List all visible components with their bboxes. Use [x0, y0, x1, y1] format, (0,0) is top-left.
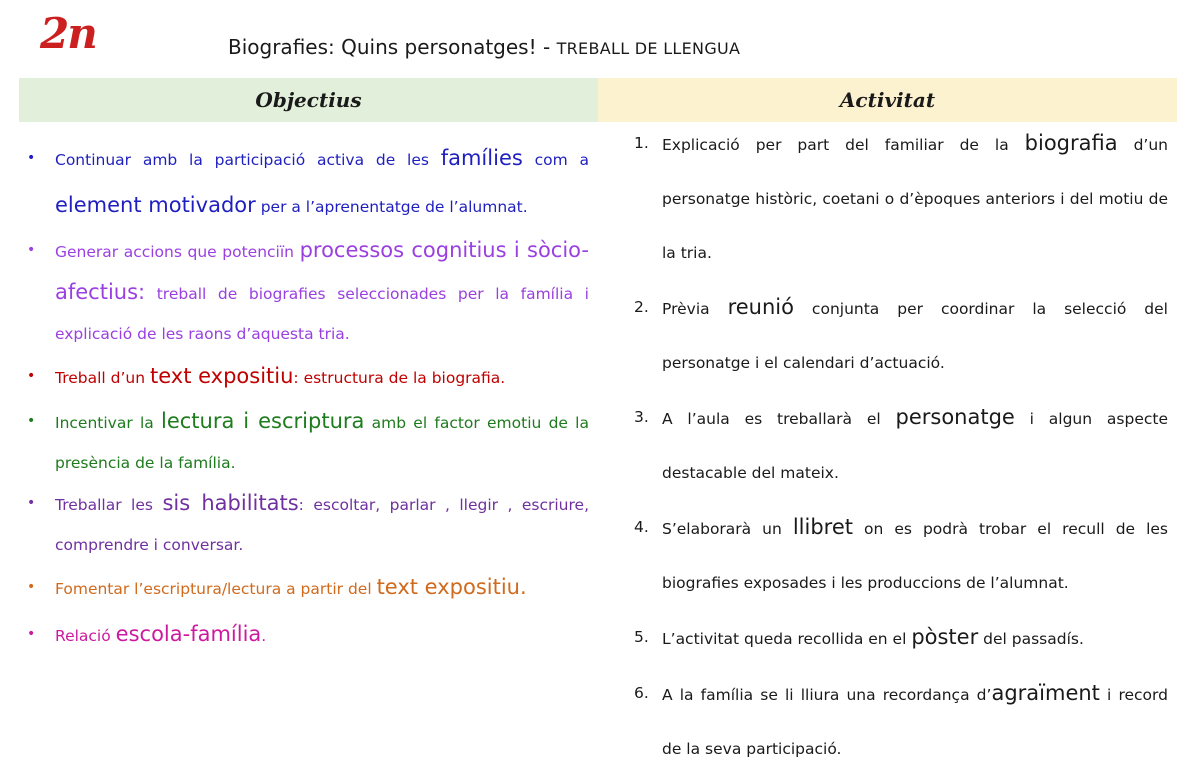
item-text: on es podrà trobar el recull de les biografies exposades i les produccions de l’alumnat. [662, 520, 1168, 592]
highlight-text: escola-família [115, 622, 262, 646]
bullet-icon: • [27, 150, 36, 166]
activitat-item [630, 280, 1168, 390]
highlight-text: element motivador [55, 193, 256, 217]
page-title [228, 34, 740, 62]
highlight-text: biografia [1024, 131, 1118, 155]
item-text: Explicació per part del familiar de la [662, 136, 1025, 154]
item-text: i record de la seva participació. [662, 686, 1168, 758]
highlight-text: personatge [895, 405, 1015, 429]
title-separator: - [536, 35, 557, 59]
item-number: 6. [634, 684, 649, 702]
objectiu-item [27, 565, 589, 612]
highlight-text: agraïment [991, 681, 1100, 705]
bullet-icon: • [27, 495, 36, 511]
title-main: Biografies: Quins personatges! [228, 35, 537, 59]
item-text: del passadís. [978, 630, 1084, 648]
objectiu-item [27, 136, 589, 230]
item-text: L’activitat queda recollida en el [662, 630, 912, 648]
item-text: i algun aspecte destacable del mateix. [662, 410, 1168, 482]
objectiu-item [27, 230, 589, 354]
item-text: Treball d’un [55, 369, 150, 387]
item-text: d’un personatge històric, coetani o d’èpoques anteriors i del motiu de la tria. [662, 136, 1168, 262]
highlight-text: text expositiu [149, 364, 294, 388]
item-text: Continuar amb la participació activa de les [55, 151, 441, 169]
bullet-icon: • [27, 579, 36, 595]
item-text: com a [522, 151, 589, 169]
item-text: Fomentar l’escriptura/lectura a partir del [55, 580, 377, 598]
title-subtitle: TREBALL DE LLENGUA [556, 39, 741, 58]
item-text: conjunta per coordinar la selecció del personatge i el calendari d’actuació. [662, 300, 1168, 372]
item-text: S’elaborarà un [662, 520, 793, 538]
activitat-item [630, 610, 1168, 666]
item-number: 1. [634, 134, 649, 152]
bullet-icon: • [27, 242, 36, 258]
bullet-icon: • [27, 626, 36, 642]
highlight-text: famílies [440, 146, 523, 170]
objectiu-item [27, 612, 589, 659]
item-text: Relació [55, 627, 116, 645]
logo-2n: 2n [40, 9, 96, 58]
highlight-text: sis habilitats [162, 491, 299, 515]
objectiu-item [27, 483, 589, 565]
item-text: A la família se li lliura una recordança d’ [662, 686, 992, 704]
activitat-list [630, 116, 1168, 776]
activitat-item [630, 500, 1168, 610]
highlight-text: processos cognitius i sòcio-afectius: [55, 238, 589, 304]
item-text: . [261, 627, 267, 645]
item-text: A l’aula es treballarà el [662, 410, 896, 428]
item-text: Generar accions que potenciïn [55, 243, 300, 261]
item-text: amb el factor emotiu de la presència de la família. [55, 414, 589, 472]
item-text: : escoltar, parlar , llegir , escriure, comprendre i conversar. [55, 496, 589, 554]
highlight-text: reunió [727, 295, 794, 319]
objectius-list [27, 136, 589, 659]
objectiu-item [27, 354, 589, 401]
item-number: 4. [634, 518, 649, 536]
item-text: : estructura de la biografia. [293, 369, 506, 387]
item-text: Treballar les [55, 496, 163, 514]
highlight-text: lectura i escriptura [160, 409, 365, 433]
objectius-header: Objectius [19, 78, 598, 122]
bullet-icon: • [27, 368, 36, 384]
activitat-item [630, 390, 1168, 500]
highlight-text: llibret [792, 515, 854, 539]
highlight-text: pòster [911, 625, 979, 649]
activitat-header: Activitat [598, 78, 1177, 122]
objectiu-item [27, 401, 589, 483]
highlight-text: text expositiu. [376, 575, 527, 599]
item-number: 5. [634, 628, 649, 646]
item-text: Prèvia [662, 300, 728, 318]
activitat-item [630, 116, 1168, 280]
activitat-item [630, 666, 1168, 776]
item-text: treball de biografies seleccionades per la família i explicació de les raons d’aquesta tria. [55, 285, 589, 343]
item-text: per a l’aprenentatge de l’alumnat. [255, 198, 528, 216]
item-number: 2. [634, 298, 649, 316]
item-number: 3. [634, 408, 649, 426]
item-text: Incentivar la [55, 414, 161, 432]
bullet-icon: • [27, 413, 36, 429]
